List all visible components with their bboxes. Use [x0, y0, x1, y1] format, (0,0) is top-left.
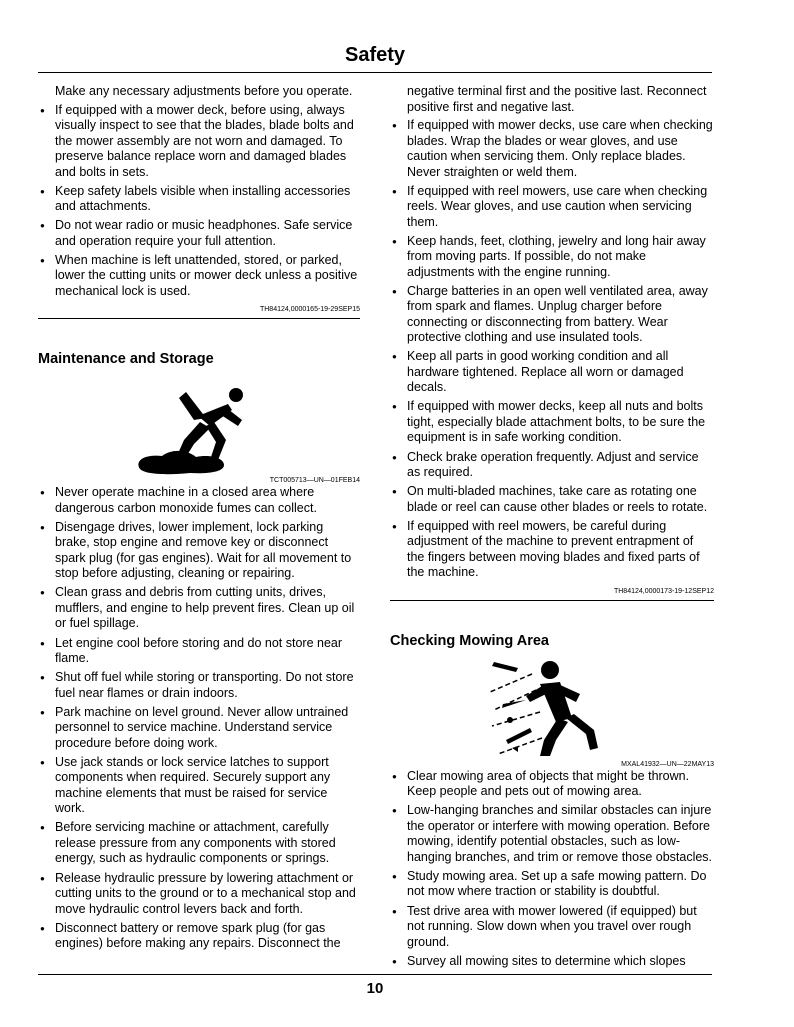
figure-reference: TCT005713—UN—01FEB14 — [269, 477, 360, 485]
section-heading-mowing-area: Checking Mowing Area — [390, 632, 549, 649]
bullet-item: ● Keep all parts in good working condition and all hardware tightened. Replace all worn or damaged decals. — [390, 349, 714, 396]
section-heading-maintenance: Maintenance and Storage — [38, 351, 214, 368]
bullet-item: ● Study mowing area. Set up a safe mowing pattern. Do not mow where traction or stability is doubtful. — [390, 869, 714, 900]
bullet-item: ● Keep hands, feet, clothing, jewelry and long hair away from moving parts. If possible, do not make adjustments with the engine running. — [390, 234, 714, 281]
figure-slip-hazard — [38, 368, 360, 476]
bullet-item: ● Park machine on level ground. Never allow untrained personnel to service machine. Understand service procedure before doing work. — [38, 705, 360, 752]
bullet-item: ● If equipped with a mower deck, before using, always visually inspect to see that the blades, blade bolts and the mower assembly are not worn and damaged. To preserve balance replace worn and damaged blades and bolts in sets. — [38, 103, 360, 181]
bullet-item: ● Let engine cool before storing and do not store near flame. — [38, 636, 360, 667]
reference-code: TH84124,0000165-19-29SEP15 — [259, 306, 360, 314]
bullet-item: ● Shut off fuel while storing or transporting. Do not store fuel near flames or drain indoors. — [38, 670, 360, 701]
footer-rule — [38, 974, 712, 975]
left-column — [38, 84, 360, 955]
figure-thrown-object-hazard — [390, 650, 714, 760]
bullet-item: ● On multi-bladed machines, take care as rotating one blade or reel can cause other blades or reels to rotate. — [390, 484, 714, 515]
right-column — [390, 84, 714, 973]
bullet-item: ● Before servicing machine or attachment, carefully release pressure from any components with stored energy, such as hydraulic components or springs. — [38, 820, 360, 867]
page-number: 10 — [366, 980, 384, 997]
bullet-item: ● Survey all mowing sites to determine which slopes — [390, 954, 714, 970]
intro-text: Make any necessary adjustments before you operate. — [55, 84, 353, 98]
right-bullet-list-1 — [390, 118, 714, 581]
bullet-item: ● Do not wear radio or music headphones. Safe service and operation require your full attention. — [38, 218, 360, 249]
bullet-item: ● Clean grass and debris from cutting units, drives, mufflers, and engine to help prevent fires. Clean up oil or fuel spillage. — [38, 585, 360, 632]
slip-hazard-icon — [38, 368, 360, 476]
bullet-item: ● Use jack stands or lock service latches to support components when required. Securely support any machine elements that must be raised for service work. — [38, 755, 360, 817]
bullet-item: ● If equipped with reel mowers, be careful during adjustment of the machine to prevent entrapment of the fingers between moving blades and fixed parts of the machine. — [390, 519, 714, 581]
bullet-item: ● Keep safety labels visible when installing accessories and attachments. — [38, 184, 360, 215]
bullet-item: ● Release hydraulic pressure by lowering attachment or cutting units to the ground or to a mechanical stop and move hydraulic control levers back and forth. — [38, 871, 360, 918]
bullet-item: ● If equipped with reel mowers, use care when checking reels. Wear gloves, and use caution when servicing them. — [390, 184, 714, 231]
page-title: Safety — [344, 44, 406, 66]
bullet-item: ● Low-hanging branches and similar obstacles can injure the operator or interfere with mowing operation. Before mowing, identify potential obstacles, such as low-hanging branches, and trim or remove those obstacles. — [390, 803, 714, 865]
bullet-item: ● Test drive area with mower lowered (if equipped) but not running. Slow down when you travel over rough ground. — [390, 904, 714, 951]
bullet-item: ● Clear mowing area of objects that might be thrown. Keep people and pets out of mowing area. — [390, 769, 714, 800]
bullet-item: ● Disconnect battery or remove spark plug (for gas engines) before making any repairs. Disconnect the — [38, 921, 360, 952]
header-rule — [38, 72, 712, 73]
figure-reference: MXAL41932—UN—22MAY13 — [621, 760, 714, 768]
right-bullet-list-2 — [390, 769, 714, 969]
bullet-item: ● Disengage drives, lower implement, lock parking brake, stop engine and remove key or disconnect spark plug (for gas engines). Wait for all movement to stop before adjusting, cleaning or repairing. — [38, 520, 360, 582]
bullet-item: ● If equipped with mower decks, keep all nuts and bolts tight, especially blade attachment bolts, to be sure the equipment is in safe working condition. — [390, 399, 714, 446]
bullet-item: ● If equipped with mower decks, use care when checking blades. Wrap the blades or wear gloves, and use caution when servicing them. Only replace blades. Never straighten or weld them. — [390, 118, 714, 180]
left-bullet-list-1 — [38, 103, 360, 300]
thrown-object-hazard-icon — [390, 650, 714, 760]
reference-code: TH84124,0000173-19-12SEP12 — [613, 587, 714, 595]
bullet-item: ● Never operate machine in a closed area where dangerous carbon monoxide fumes can collect. — [38, 485, 360, 516]
bullet-item: ● When machine is left unattended, stored, or parked, lower the cutting units or mower deck unless a positive mechanical lock is used. — [38, 253, 360, 300]
bullet-item: ● Charge batteries in an open well ventilated area, away from spark and flames. Unplug charger before connecting or disconnecting from battery. Wear protective clothing and use insulated tools. — [390, 284, 714, 346]
continuation-text: negative terminal first and the positive last. Reconnect positive first and negative last. — [407, 84, 707, 114]
left-bullet-list-2 — [38, 485, 360, 951]
bullet-item: ● Check brake operation frequently. Adjust and service as required. — [390, 450, 714, 481]
